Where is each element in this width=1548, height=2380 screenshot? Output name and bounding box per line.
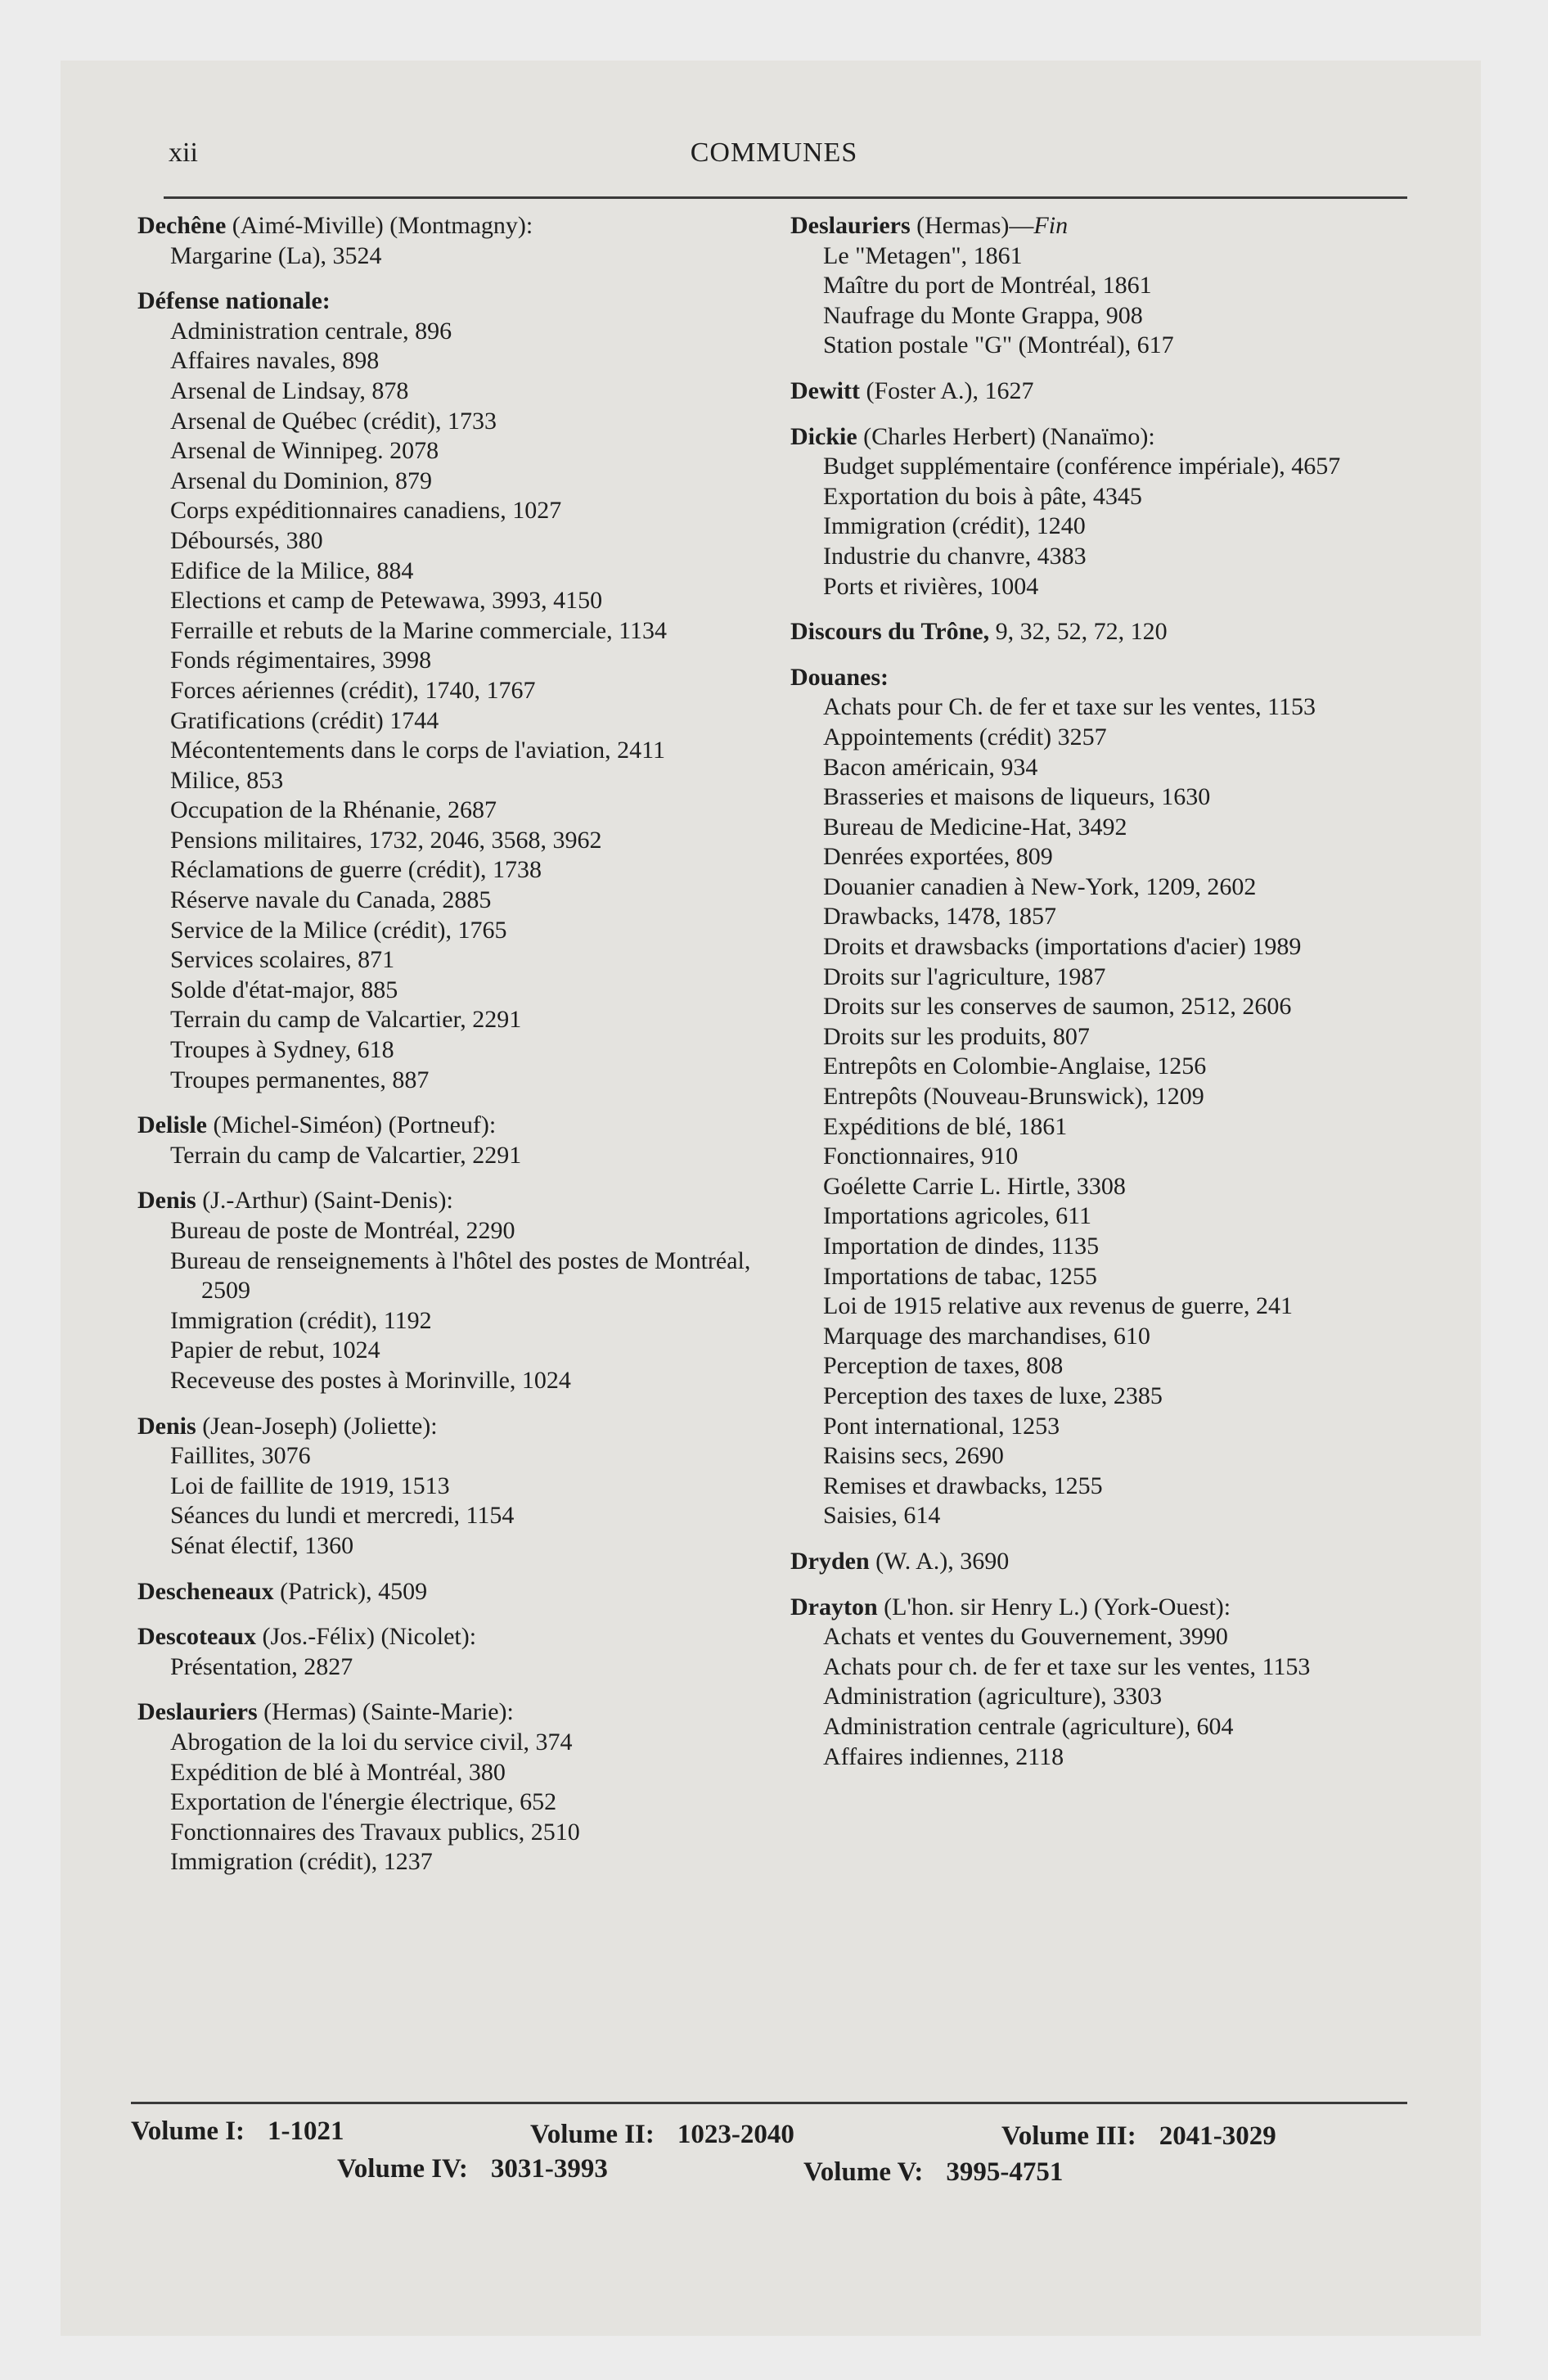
subitem: Marquage des marchandises, 610 bbox=[823, 1322, 1150, 1350]
entry-name: Défense nationale: bbox=[137, 287, 331, 315]
subitem: Pont international, 1253 bbox=[823, 1412, 1060, 1440]
subitem: Terrain du camp de Valcartier, 2291 bbox=[170, 1141, 522, 1169]
entry-name: Descheneaux bbox=[137, 1577, 274, 1605]
subitem: Saisies, 614 bbox=[823, 1502, 941, 1530]
volume-label: Volume IV: bbox=[337, 2154, 468, 2184]
footer-rule bbox=[131, 2102, 1407, 2104]
entry-subitems bbox=[137, 1652, 776, 1683]
subitem: Brasseries et maisons de liqueurs, 1630 bbox=[823, 783, 1211, 811]
header-rule bbox=[164, 196, 1407, 199]
index-entry bbox=[137, 1186, 776, 1395]
subitem: Gratifications (crédit) 1744 bbox=[170, 706, 439, 734]
subitem: Industrie du chanvre, 4383 bbox=[823, 542, 1087, 570]
index-entry bbox=[137, 1577, 776, 1607]
entry-subitems bbox=[790, 241, 1412, 361]
subitem: Fonctionnaires des Travaux publics, 2510 bbox=[170, 1818, 580, 1846]
subitem: Affaires navales, 898 bbox=[170, 347, 380, 375]
subitem: Ferraille et rebuts de la Marine commerciale, 1134 bbox=[170, 616, 667, 644]
subitem: Immigration (crédit), 1192 bbox=[170, 1306, 432, 1334]
entry-detail: (W. A.), 3690 bbox=[869, 1547, 1010, 1575]
volume-label: Volume I: bbox=[131, 2116, 245, 2146]
subitem: Réclamations de guerre (crédit), 1738 bbox=[170, 856, 542, 884]
entry-name: Deslauriers bbox=[137, 1698, 258, 1726]
subitem: Perception des taxes de luxe, 2385 bbox=[823, 1382, 1163, 1409]
subitem: Goélette Carrie L. Hirtle, 3308 bbox=[823, 1172, 1126, 1200]
entry-subitems bbox=[790, 1622, 1412, 1772]
entry-name: Deslauriers bbox=[790, 212, 911, 239]
subitem: Douanier canadien à New-York, 1209, 2602 bbox=[823, 872, 1257, 900]
subitem: Raisins secs, 2690 bbox=[823, 1442, 1004, 1470]
volume-label: Volume II: bbox=[530, 2120, 655, 2149]
index-entry bbox=[790, 1547, 1412, 1577]
subitem: Perception de taxes, 808 bbox=[823, 1352, 1064, 1380]
entry-detail: (Michel-Siméon) (Portneuf): bbox=[206, 1111, 497, 1139]
subitem: Déboursés, 380 bbox=[170, 526, 323, 554]
entry-heading bbox=[137, 1111, 776, 1141]
subitem: Corps expéditionnaires canadiens, 1027 bbox=[170, 497, 562, 525]
index-entry bbox=[137, 211, 776, 271]
index-entry bbox=[137, 1697, 776, 1877]
subitem: Administration centrale, 896 bbox=[170, 317, 452, 345]
subitem: Milice, 853 bbox=[170, 766, 284, 794]
entry-name: Dryden bbox=[790, 1547, 870, 1575]
volume-4 bbox=[337, 2154, 608, 2184]
entry-name: Douanes: bbox=[790, 663, 889, 691]
index-entry bbox=[137, 1111, 776, 1170]
entry-heading bbox=[790, 422, 1412, 453]
index-entry bbox=[790, 211, 1412, 361]
subitem: Troupes permanentes, 887 bbox=[170, 1066, 430, 1093]
entry-name: Drayton bbox=[790, 1593, 878, 1620]
entry-heading bbox=[137, 286, 776, 317]
subitem: Droits sur l'agriculture, 1987 bbox=[823, 962, 1106, 990]
subitem: Affaires indiennes, 2118 bbox=[823, 1742, 1064, 1770]
entry-name: Descoteaux bbox=[137, 1623, 256, 1651]
subitem: Troupes à Sydney, 618 bbox=[170, 1036, 394, 1064]
subitem: Edifice de la Milice, 884 bbox=[170, 557, 414, 584]
subitem: Sénat électif, 1360 bbox=[170, 1531, 354, 1559]
subitem: Receveuse des postes à Morinville, 1024 bbox=[170, 1366, 571, 1394]
entry-heading bbox=[137, 1697, 776, 1728]
subitem: Bureau de poste de Montréal, 2290 bbox=[170, 1217, 515, 1244]
entry-detail: 9, 32, 52, 72, 120 bbox=[989, 618, 1168, 646]
subitem: Immigration (crédit), 1237 bbox=[170, 1848, 433, 1876]
entry-heading bbox=[790, 663, 1412, 693]
subitem: Solde d'état-major, 885 bbox=[170, 976, 398, 1003]
index-entry bbox=[137, 1412, 776, 1562]
subitem: Réserve navale du Canada, 2885 bbox=[170, 886, 492, 914]
index-column-right bbox=[790, 211, 1412, 1772]
subitem: Fonctionnaires, 910 bbox=[823, 1143, 1019, 1170]
entry-heading bbox=[137, 211, 776, 241]
running-title: COMMUNES bbox=[690, 137, 858, 168]
entry-heading bbox=[790, 1593, 1412, 1623]
volume-range: 1-1021 bbox=[268, 2116, 344, 2146]
index-entry bbox=[790, 376, 1412, 407]
subitem: Importation de dindes, 1135 bbox=[823, 1233, 1100, 1260]
subitem: Forces aériennes (crédit), 1740, 1767 bbox=[170, 676, 536, 704]
subitem: Entrepôts en Colombie-Anglaise, 1256 bbox=[823, 1053, 1207, 1080]
index-entry bbox=[137, 286, 776, 1095]
volume-range: 3031-3993 bbox=[490, 2154, 608, 2184]
entry-subitems bbox=[137, 1141, 776, 1171]
index-column-left bbox=[137, 211, 776, 1877]
entry-heading bbox=[790, 376, 1412, 407]
entry-subitems bbox=[137, 1441, 776, 1561]
subitem: Abrogation de la loi du service civil, 374 bbox=[170, 1728, 573, 1756]
entry-subitems bbox=[137, 241, 776, 272]
subitem: Achats pour Ch. de fer et taxe sur les ventes, 1153 bbox=[823, 693, 1316, 721]
subitem: Terrain du camp de Valcartier, 2291 bbox=[170, 1006, 522, 1034]
subitem: Station postale "G" (Montréal), 617 bbox=[823, 331, 1174, 359]
volume-label: Volume III: bbox=[1001, 2121, 1136, 2151]
entry-name: Dewitt bbox=[790, 376, 860, 404]
entry-name: Dickie bbox=[790, 422, 857, 450]
volume-range: 2041-3029 bbox=[1159, 2121, 1276, 2151]
subitem: Loi de faillite de 1919, 1513 bbox=[170, 1472, 450, 1499]
entry-detail: (Jos.-Félix) (Nicolet): bbox=[255, 1623, 477, 1651]
entry-subitems bbox=[790, 452, 1412, 602]
subitem: Naufrage du Monte Grappa, 908 bbox=[823, 301, 1143, 329]
subitem: Immigration (crédit), 1240 bbox=[823, 512, 1086, 540]
entry-heading bbox=[790, 617, 1412, 647]
subitem: Bureau de renseignements à l'hôtel des postes de Montréal, 2509 bbox=[170, 1246, 751, 1305]
subitem: Budget supplémentaire (conférence impériale), 4657 bbox=[823, 453, 1341, 480]
entry-name: Discours du Trône, bbox=[790, 618, 990, 646]
subitem: Pensions militaires, 1732, 2046, 3568, 3962 bbox=[170, 826, 602, 854]
subitem: Présentation, 2827 bbox=[170, 1652, 353, 1680]
entry-detail: (Hermas) (Sainte-Marie): bbox=[257, 1698, 514, 1726]
index-entry bbox=[137, 1622, 776, 1682]
volume-5 bbox=[803, 2157, 1063, 2188]
subitem: Achats pour ch. de fer et taxe sur les ventes, 1153 bbox=[823, 1652, 1311, 1680]
subitem: Droits sur les conserves de saumon, 2512, 2606 bbox=[823, 993, 1292, 1021]
subitem: Remises et drawbacks, 1255 bbox=[823, 1472, 1103, 1499]
subitem: Denrées exportées, 809 bbox=[823, 843, 1053, 871]
entry-detail: (Charles Herbert) (Nanaïmo): bbox=[857, 422, 1155, 450]
subitem: Le "Metagen", 1861 bbox=[823, 241, 1023, 269]
subitem: Arsenal de Lindsay, 878 bbox=[170, 376, 409, 404]
subitem: Mécontentements dans le corps de l'aviation, 2411 bbox=[170, 737, 665, 764]
page-number: xii bbox=[169, 137, 198, 168]
volume-3 bbox=[1001, 2121, 1276, 2152]
volume-1 bbox=[131, 2116, 344, 2147]
volume-range: 3995-4751 bbox=[946, 2157, 1064, 2187]
subitem: Maître du port de Montréal, 1861 bbox=[823, 272, 1152, 300]
subitem: Occupation de la Rhénanie, 2687 bbox=[170, 796, 497, 824]
subitem: Administration (agriculture), 3303 bbox=[823, 1683, 1163, 1711]
subitem: Séances du lundi et mercredi, 1154 bbox=[170, 1502, 515, 1530]
subitem: Droits sur les produits, 807 bbox=[823, 1022, 1090, 1050]
entry-detail: (Aimé-Miville) (Montmagny): bbox=[226, 212, 533, 239]
entry-subitems bbox=[137, 1216, 776, 1396]
subitem: Bacon américain, 934 bbox=[823, 753, 1038, 781]
entry-name: Delisle bbox=[137, 1111, 207, 1139]
subitem: Bureau de Medicine-Hat, 3492 bbox=[823, 813, 1127, 841]
subitem: Achats et ventes du Gouvernement, 3990 bbox=[823, 1623, 1228, 1651]
subitem: Expédition de blé à Montréal, 380 bbox=[170, 1758, 506, 1786]
subitem: Services scolaires, 871 bbox=[170, 946, 395, 974]
entry-heading bbox=[790, 211, 1412, 241]
entry-heading bbox=[790, 1547, 1412, 1577]
entry-heading bbox=[137, 1622, 776, 1652]
subitem: Droits et drawsbacks (importations d'acier) 1989 bbox=[823, 933, 1302, 961]
subitem: Service de la Milice (crédit), 1765 bbox=[170, 916, 507, 944]
entry-subitems bbox=[137, 1728, 776, 1877]
subitem: Margarine (La), 3524 bbox=[170, 241, 382, 269]
subitem: Arsenal du Dominion, 879 bbox=[170, 467, 432, 494]
entry-detail: (Jean-Joseph) (Joliette): bbox=[196, 1412, 438, 1440]
subitem: Importations de tabac, 1255 bbox=[823, 1262, 1097, 1290]
entry-detail: (Hermas)— bbox=[910, 212, 1034, 239]
subitem: Expéditions de blé, 1861 bbox=[823, 1112, 1068, 1140]
index-entry bbox=[790, 1593, 1412, 1773]
subitem: Fonds régimentaires, 3998 bbox=[170, 647, 432, 674]
subitem: Elections et camp de Petewawa, 3993, 4150 bbox=[170, 587, 603, 615]
subitem: Arsenal de Québec (crédit), 1733 bbox=[170, 407, 497, 435]
subitem: Importations agricoles, 611 bbox=[823, 1202, 1091, 1230]
volume-label: Volume V: bbox=[803, 2157, 924, 2187]
subitem: Exportation de l'énergie électrique, 652 bbox=[170, 1788, 557, 1816]
entry-detail: (Foster A.), 1627 bbox=[859, 376, 1034, 404]
subitem: Drawbacks, 1478, 1857 bbox=[823, 903, 1056, 931]
entry-heading bbox=[137, 1577, 776, 1607]
volume-2 bbox=[530, 2120, 794, 2150]
entry-continuation: Fin bbox=[1033, 212, 1069, 239]
index-entry bbox=[790, 422, 1412, 602]
subitem: Exportation du bois à pâte, 4345 bbox=[823, 482, 1142, 510]
subitem: Faillites, 3076 bbox=[170, 1442, 311, 1470]
subitem: Entrepôts (Nouveau-Brunswick), 1209 bbox=[823, 1083, 1204, 1111]
subitem: Arsenal de Winnipeg. 2078 bbox=[170, 437, 439, 465]
index-entry bbox=[790, 617, 1412, 647]
entry-heading bbox=[137, 1186, 776, 1216]
subitem: Appointements (crédit) 3257 bbox=[823, 723, 1107, 751]
entry-name: Denis bbox=[137, 1412, 196, 1440]
subitem: Loi de 1915 relative aux revenus de guerre, 241 bbox=[823, 1292, 1293, 1320]
subitem: Administration centrale (agriculture), 604 bbox=[823, 1712, 1234, 1740]
entry-heading bbox=[137, 1412, 776, 1442]
entry-name: Denis bbox=[137, 1187, 196, 1215]
entry-detail: (Patrick), 4509 bbox=[273, 1577, 428, 1605]
entry-detail: (L'hon. sir Henry L.) (York-Ouest): bbox=[877, 1593, 1231, 1620]
volume-range: 1023-2040 bbox=[677, 2120, 794, 2149]
entry-subitems bbox=[137, 317, 776, 1095]
index-entry bbox=[790, 663, 1412, 1531]
subitem: Papier de rebut, 1024 bbox=[170, 1336, 380, 1364]
entry-subitems bbox=[790, 692, 1412, 1531]
subitem: Ports et rivières, 1004 bbox=[823, 572, 1039, 600]
entry-name: Dechêne bbox=[137, 212, 227, 239]
entry-detail: (J.-Arthur) (Saint-Denis): bbox=[196, 1187, 453, 1215]
